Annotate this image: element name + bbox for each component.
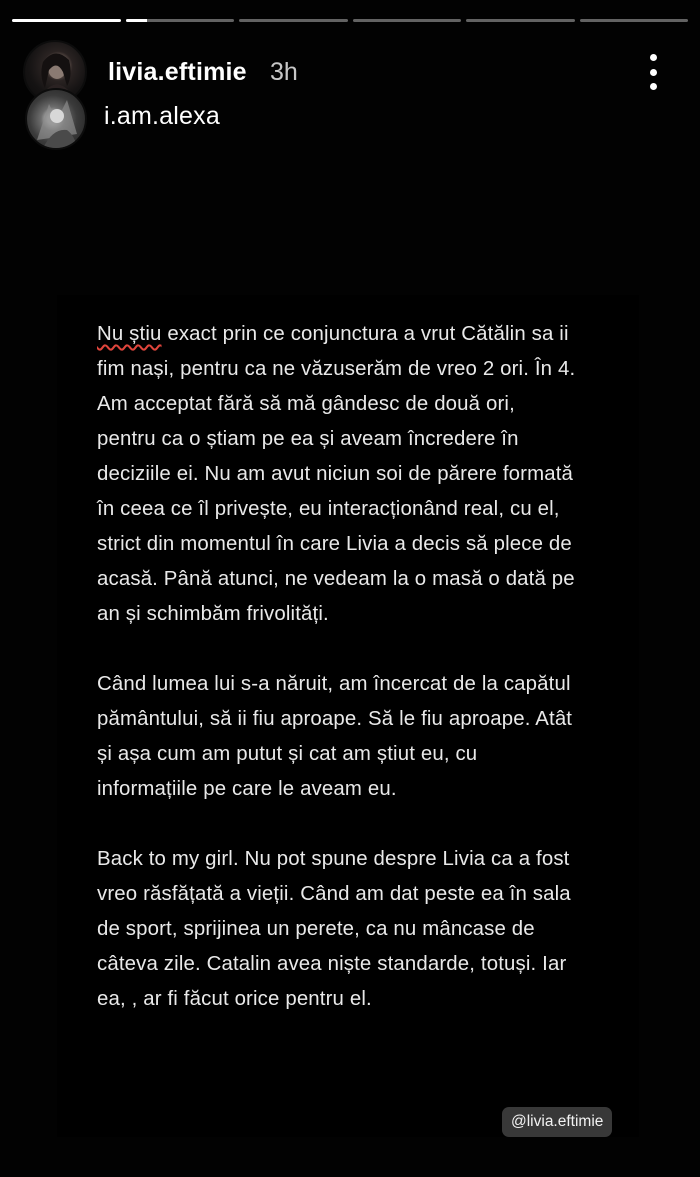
avatar-stack[interactable] [23,40,89,150]
note-paragraph: Când lumea lui s-a năruit, am încercat de la capătul pământului, să ii fiu aproape. Să le fiu aproape. Atât și așa cum am putut și cat am știut eu, cu informațiile pe care le aveam eu. [97,673,573,800]
reposted-username[interactable]: i.am.alexa [104,102,220,130]
screenshot-note [57,295,639,1137]
progress-segment [580,19,689,22]
progress-segment [239,19,348,22]
user-photo-icon [27,90,85,148]
note-paragraph: Back to my girl. Nu pot spune despre Livia ca a fost vreo răsfățată a vieții. Când am dat peste ea în sala de sport, sprijinea un perete, ca nu mâncase de câteva zile. Catalin avea niște standarde, totuși. Iar ea, , ar fi făcut orice pentru el. [97,848,571,1010]
note-text [97,317,622,1052]
progress-segment [353,19,462,22]
story-timestamp: 3h [270,58,298,86]
spellcheck-word: Nu știu [97,323,162,345]
note-paragraph-text: exact prin ce conjunctura a vrut Cătălin sa ii fim nași, pentru ca ne văzuserăm de vreo 2 ori. În 4. Am acceptat fără să mă gândesc de două ori, pentru ca o știam pe ea și aveam încredere în deciziile ei. Nu am avut niciun soi de părere formată în ceea ce îl privește, eu interacționând real, cu el, strict din momentul în care Livia a decis să plece de acasă. Până atunci, ne vedeam la o masă o dată pe an și schimbăm frivolități. [97,323,576,625]
more-vertical-icon[interactable] [643,54,663,90]
progress-segment [126,19,235,22]
progress-segment [466,19,575,22]
note-paragraph [97,317,622,632]
story-username[interactable]: livia.eftimie [108,58,247,86]
avatar-alexa[interactable] [25,88,87,150]
progress-segment [12,19,121,22]
mention-tag[interactable]: @livia.eftimie [502,1107,612,1137]
story-progress-bar [12,19,688,22]
